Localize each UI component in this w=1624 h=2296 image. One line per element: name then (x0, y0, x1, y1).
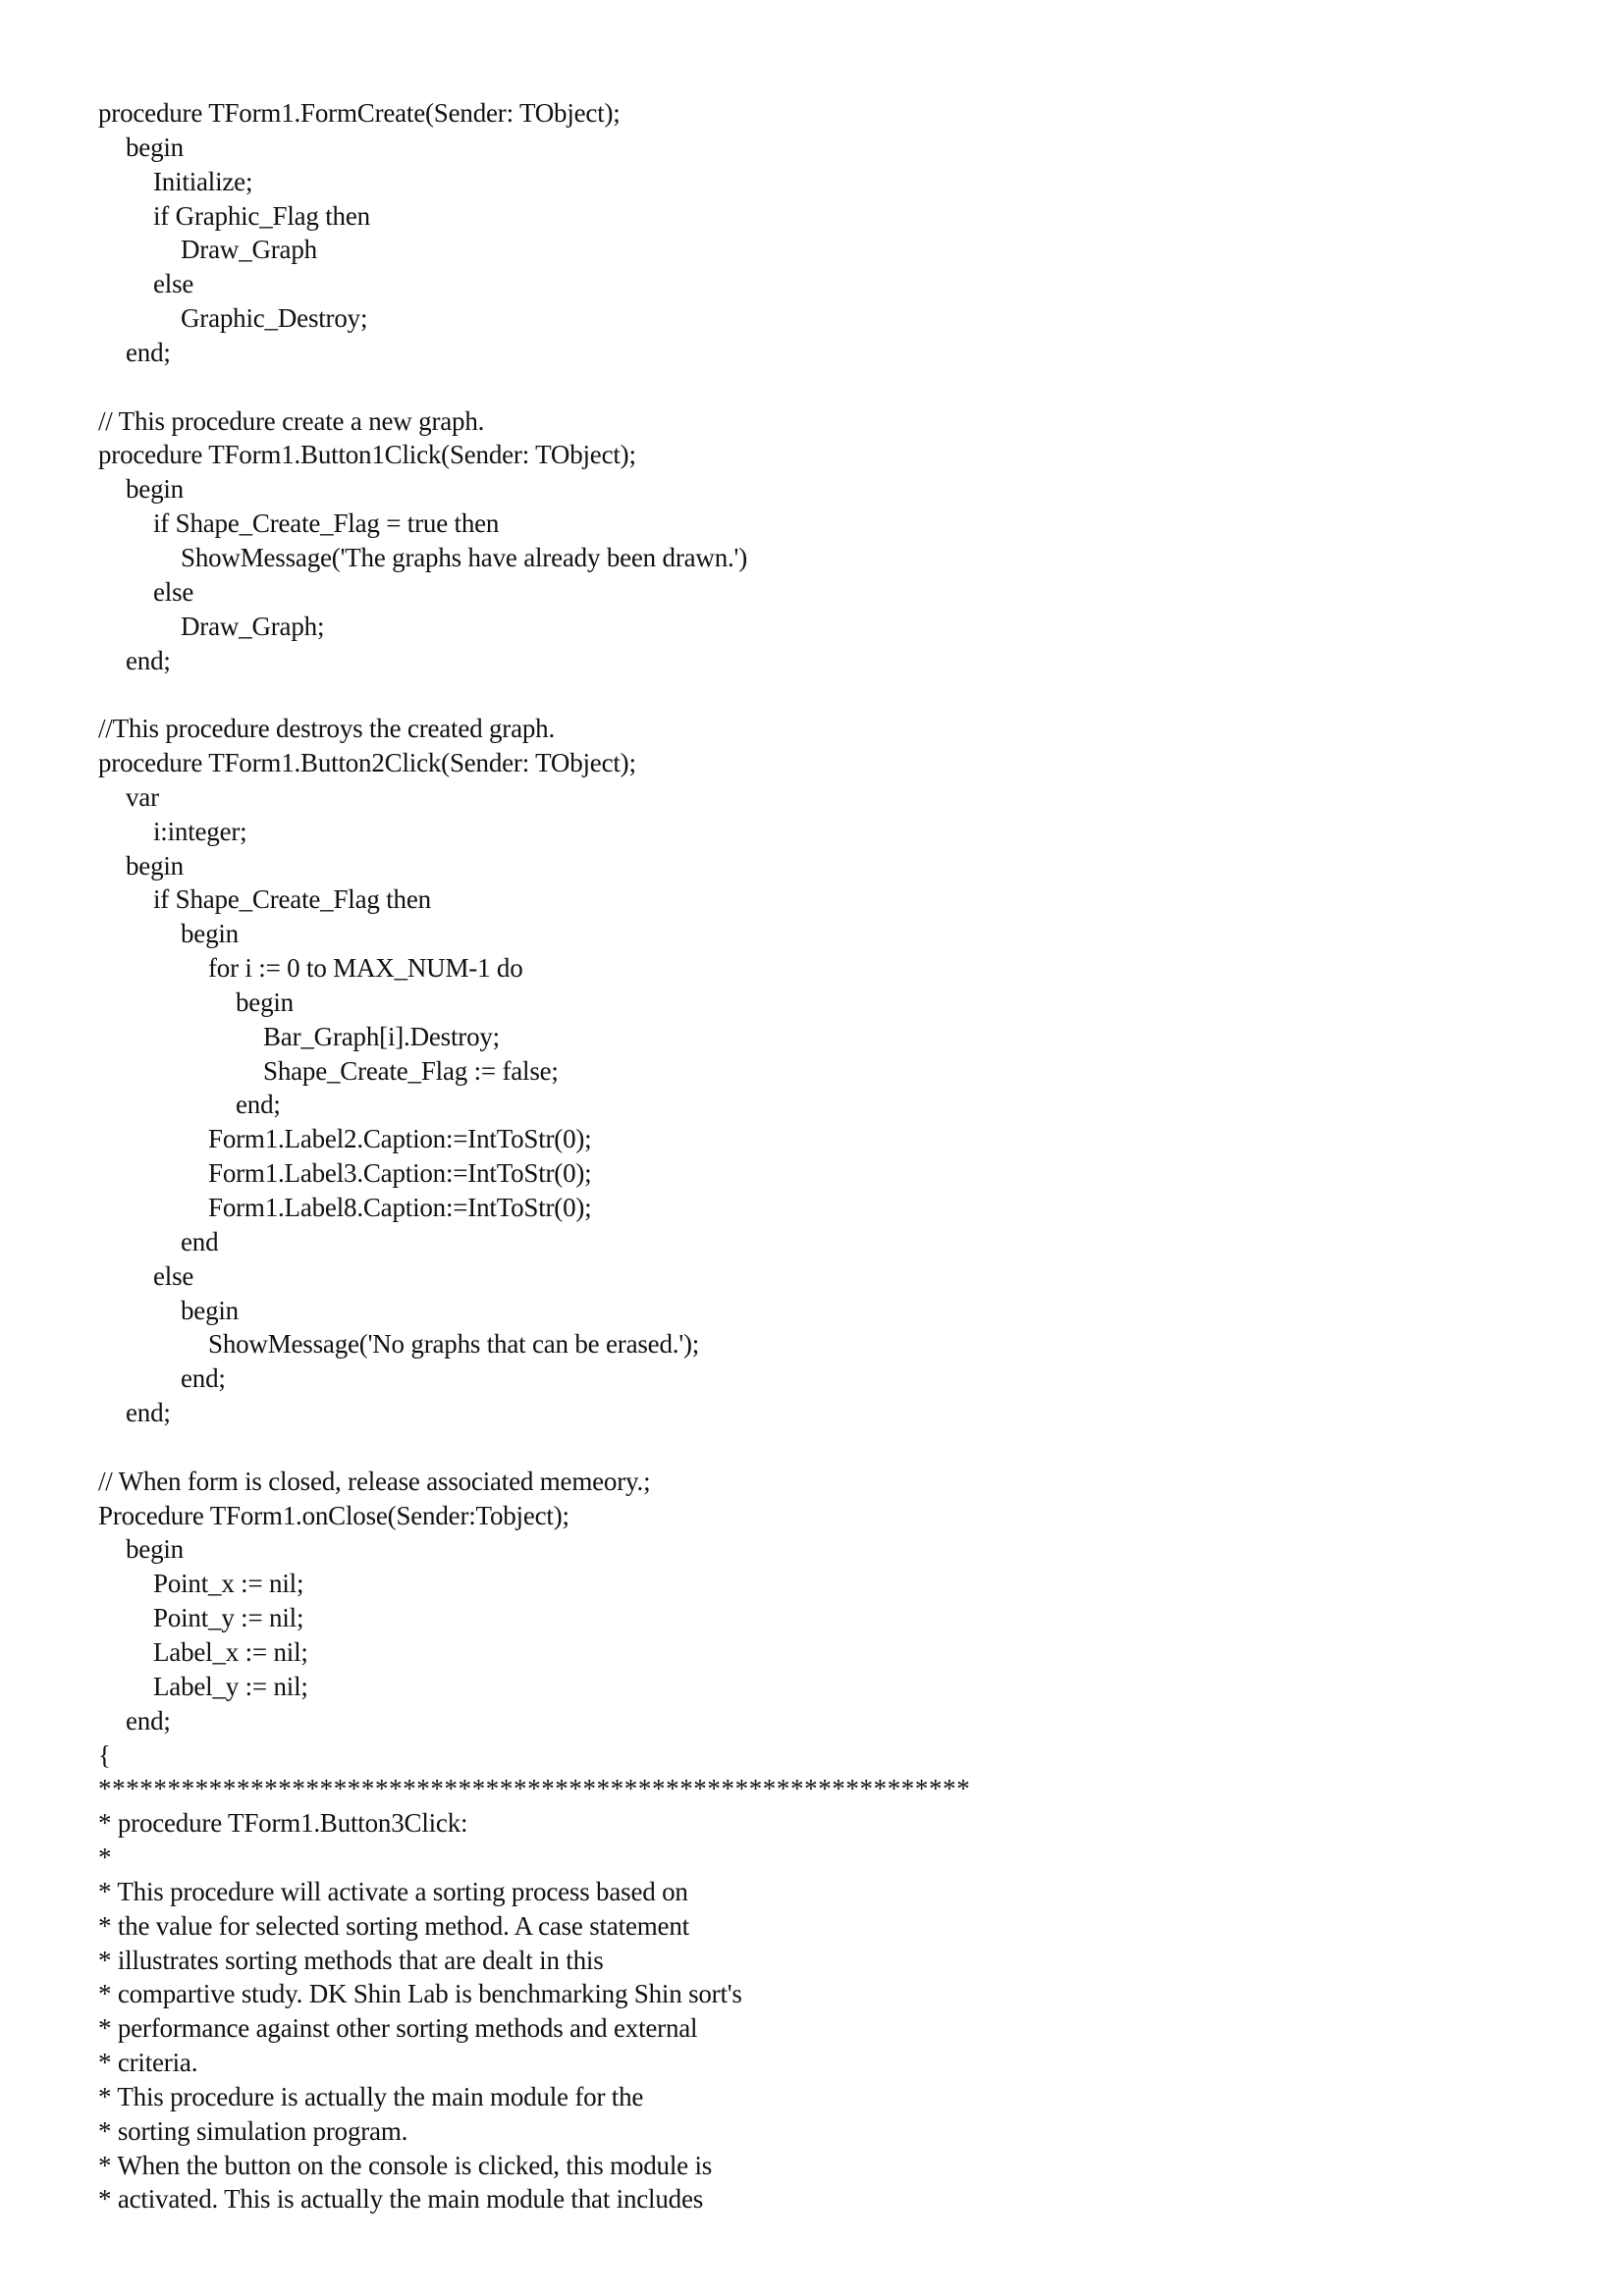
code-line: * This procedure will activate a sorting process based on (98, 1876, 688, 1906)
code-line: Form1.Label3.Caption:=IntToStr(0); (208, 1158, 592, 1189)
code-line: end; (126, 337, 171, 367)
code-line: end; (126, 1705, 171, 1735)
code-line: i:integer; (153, 816, 247, 846)
code-line: * When the button on the console is clicked, this module is (98, 2150, 713, 2180)
code-line: procedure TForm1.Button1Click(Sender: TObject); (98, 440, 636, 470)
blank-line (98, 1430, 1522, 1465)
code-line: procedure TForm1.Button2Click(Sender: TObject); (98, 748, 636, 778)
code-line: Form1.Label2.Caption:=IntToStr(0); (208, 1124, 592, 1154)
code-line: else (153, 1260, 194, 1291)
code-line: *************************************************************** (98, 1774, 971, 1804)
blank-line (98, 677, 1522, 712)
code-line: Draw_Graph; (181, 611, 325, 641)
code-line: * the value for selected sorting method. A case statement (98, 1910, 689, 1941)
code-line: procedure TForm1.FormCreate(Sender: TObject); (98, 98, 621, 128)
code-line: Label_y := nil; (153, 1671, 308, 1701)
code-line: Label_x := nil; (153, 1636, 308, 1667)
code-listing (98, 96, 1522, 2216)
code-line: ShowMessage('No graphs that can be erased.'); (208, 1329, 700, 1360)
code-line: begin (181, 1295, 239, 1325)
code-line: begin (181, 919, 239, 949)
code-line: var (126, 781, 159, 812)
code-line: { (98, 1739, 111, 1770)
code-line: Initialize; (153, 166, 253, 196)
code-line: Point_x := nil; (153, 1569, 304, 1599)
code-line: * performance against other sorting methods and external (98, 2013, 698, 2044)
code-line: Point_y := nil; (153, 1603, 304, 1633)
code-line: * procedure TForm1.Button3Click: (98, 1808, 468, 1839)
code-line: * illustrates sorting methods that are dealt in this (98, 1945, 604, 1975)
code-line: begin (236, 987, 294, 1017)
code-line: // When form is closed, release associated memeory.; (98, 1466, 651, 1496)
code-line: * activated. This is actually the main module that includes (98, 2184, 704, 2215)
code-line: if Shape_Create_Flag then (153, 884, 431, 915)
code-line: Form1.Label8.Caption:=IntToStr(0); (208, 1193, 592, 1222)
code-line: end; (126, 1398, 171, 1428)
code-line: end (181, 1226, 219, 1256)
code-line: ShowMessage('The graphs have already been drawn.') (181, 542, 748, 572)
code-line: if Graphic_Flag then (153, 200, 370, 231)
code-line: end; (236, 1090, 281, 1120)
code-line: * This procedure is actually the main module for the (98, 2081, 644, 2111)
code-line: Draw_Graph (181, 235, 317, 265)
code-line: // This procedure create a new graph. (98, 405, 485, 436)
code-line: else (153, 576, 194, 607)
code-line: if Shape_Create_Flag = true then (153, 508, 500, 539)
code-line: * criteria. (98, 2048, 198, 2078)
code-line: begin (126, 850, 184, 881)
code-line: begin (126, 132, 184, 162)
code-line: for i := 0 to MAX_NUM-1 do (208, 953, 523, 984)
code-line: * sorting simulation program. (98, 2115, 408, 2146)
blank-line (98, 370, 1522, 404)
code-line: Procedure TForm1.onClose(Sender:Tobject); (98, 1500, 569, 1530)
code-line: //This procedure destroys the created graph. (98, 714, 556, 744)
code-line: Graphic_Destroy; (181, 303, 368, 334)
code-line: Shape_Create_Flag := false; (263, 1055, 559, 1086)
code-line: Bar_Graph[i].Destroy; (263, 1021, 500, 1051)
code-line: * compartive study. DK Shin Lab is benchmarking Shin sort's (98, 1979, 742, 2009)
code-line: begin (126, 1534, 184, 1565)
code-line: begin (126, 474, 184, 505)
code-line: end; (181, 1363, 226, 1394)
code-line: else (153, 269, 194, 299)
code-line: * (98, 1842, 112, 1873)
code-line: end; (126, 645, 171, 675)
